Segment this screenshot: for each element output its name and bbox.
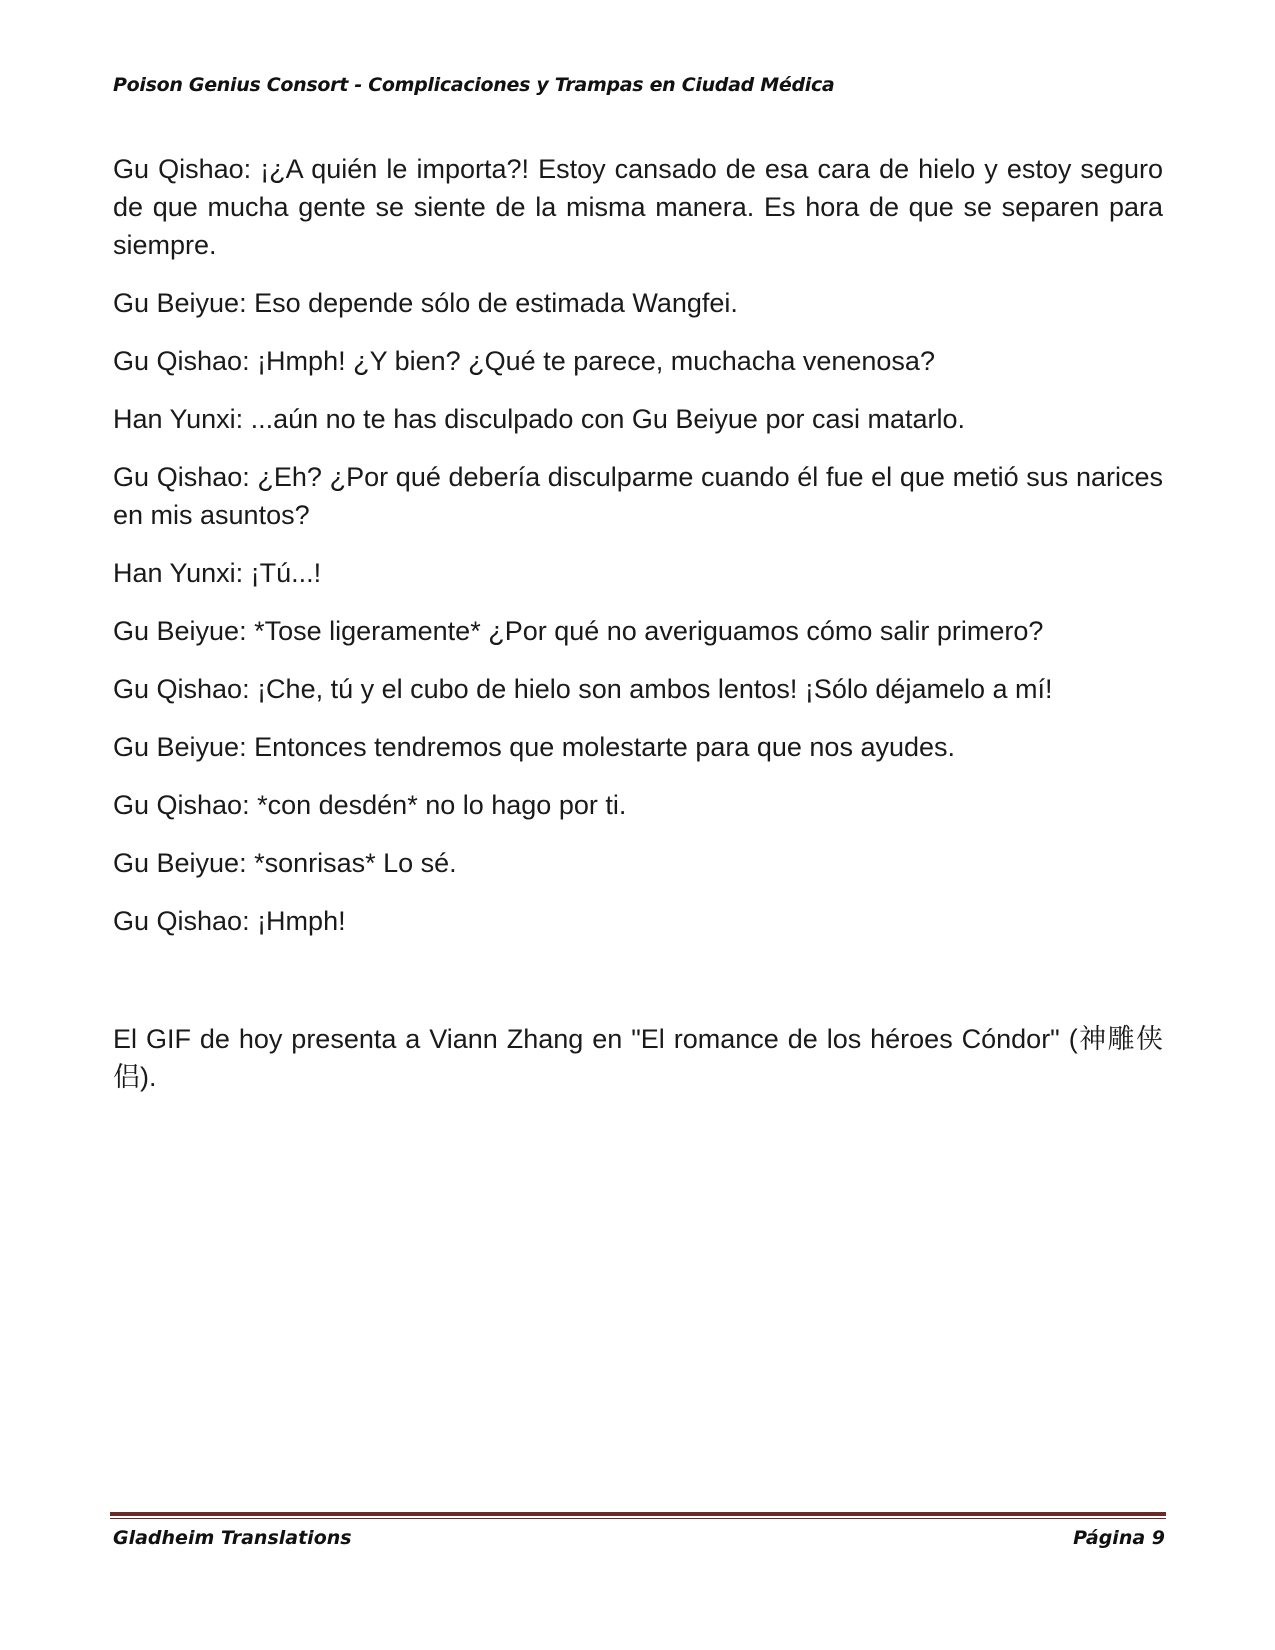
dialogue-line: Gu Qishao: ¡Che, tú y el cubo de hielo son ambos lentos! ¡Sólo déjamelo a mí! <box>113 674 1053 704</box>
dialogue-line: Gu Qishao: ¡¿A quién le importa?! Estoy cansado de esa cara de hielo y estoy seguro de que mucha gente se siente de la misma manera. Es hora de que se separen para siempre. <box>113 154 1163 260</box>
dialogue-line: Gu Qishao: *con desdén* no lo hago por ti. <box>113 790 627 820</box>
footer-publisher: Gladheim Translations <box>113 1527 352 1549</box>
dialogue-line: Gu Beiyue: *sonrisas* Lo sé. <box>113 848 457 878</box>
footer-divider-thin <box>110 1518 1166 1519</box>
dialogue-line: Gu Beiyue: *Tose ligeramente* ¿Por qué no averiguamos cómo salir primero? <box>113 616 1044 646</box>
dialogue-line: Han Yunxi: ¡Tú...! <box>113 558 322 588</box>
footer-divider <box>110 1512 1166 1522</box>
dialogue-line: Gu Qishao: ¡Hmph! ¿Y bien? ¿Qué te parece, muchacha venenosa? <box>113 346 935 376</box>
dialogue-line: Gu Qishao: ¡Hmph! <box>113 906 346 936</box>
footer-page-number: Página 9 <box>1073 1527 1165 1549</box>
document-body <box>113 150 1163 1116</box>
dialogue-line: Han Yunxi: ...aún no te has disculpado con Gu Beiyue por casi matarlo. <box>113 404 966 434</box>
dialogue-line: Gu Qishao: ¿Eh? ¿Por qué debería disculparme cuando él fue el que metió sus narices en mis asuntos? <box>113 462 1163 530</box>
dialogue-line: Gu Beiyue: Entonces tendremos que molestarte para que nos ayudes. <box>113 732 956 762</box>
footer-divider-thick <box>110 1512 1166 1516</box>
dialogue-line: Gu Beiyue: Eso depende sólo de estimada Wangfei. <box>113 288 738 318</box>
page-header: Poison Genius Consort - Complicaciones y Trampas en Ciudad Médica <box>113 74 835 96</box>
closing-note: El GIF de hoy presenta a Viann Zhang en "El romance de los héroes Cóndor" (神雕侠侣). <box>113 1024 1163 1092</box>
